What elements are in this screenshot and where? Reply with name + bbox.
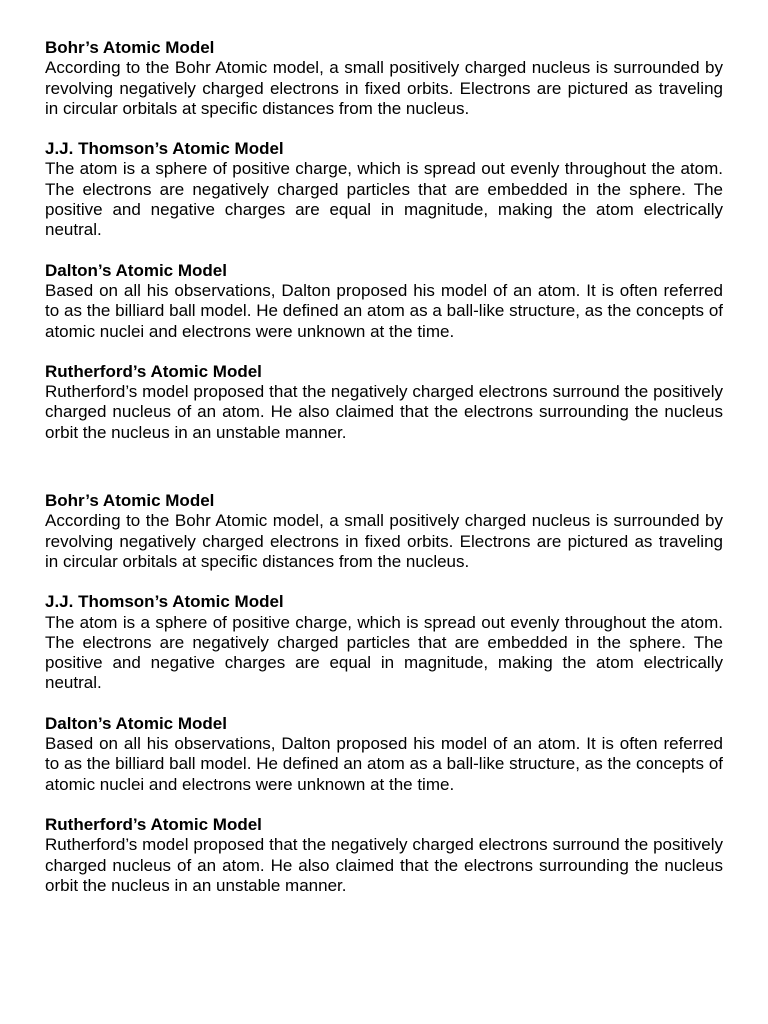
section-group-2 — [45, 491, 723, 896]
section-dalton — [45, 261, 723, 342]
section-paragraph: Rutherford’s model proposed that the negatively charged electrons surround the positively charged nucleus of an atom. He also claimed that the electrons surrounding the nucleus orbit the nucleus in an unstable manner. — [45, 382, 723, 442]
section-group-1 — [45, 38, 723, 443]
section-bohr — [45, 38, 723, 119]
section-heading: Dalton’s Atomic Model — [45, 713, 227, 733]
section-dalton — [45, 714, 723, 795]
section-heading: Bohr’s Atomic Model — [45, 38, 215, 57]
section-heading: J.J. Thomson’s Atomic Model — [45, 139, 284, 159]
section-heading: Rutherford’s Atomic Model — [45, 361, 262, 381]
section-heading: Rutherford’s Atomic Model — [45, 814, 262, 834]
section-heading: J.J. Thomson’s Atomic Model — [45, 592, 284, 612]
section-thomson — [45, 592, 723, 693]
section-paragraph: According to the Bohr Atomic model, a small positively charged nucleus is surrounded by revolving negatively charged electrons in fixed orbits. Electrons are pictured as traveling in circular orbitals at specific distances from the nucleus. — [45, 58, 723, 118]
section-paragraph: The atom is a sphere of positive charge, which is spread out evenly throughout the atom. The electrons are negatively charged particles that are embedded in the sphere. The positive and negative charges are equal in magnitude, making the atom electrically neutral. — [45, 159, 723, 240]
section-rutherford — [45, 815, 723, 896]
section-paragraph: Based on all his observations, Dalton proposed his model of an atom. It is often referred to as the billiard ball model. He defined an atom as a ball-like structure, as the concepts of atomic nuclei and electrons were unknown at the time. — [45, 280, 723, 341]
document-page — [45, 38, 723, 896]
section-paragraph: Based on all his observations, Dalton proposed his model of an atom. It is often referred to as the billiard ball model. He defined an atom as a ball-like structure, as the concepts of atomic nuclei and electrons were unknown at the time. — [45, 734, 723, 794]
section-thomson — [45, 139, 723, 240]
section-rutherford — [45, 362, 723, 443]
section-heading: Bohr’s Atomic Model — [45, 491, 215, 511]
section-paragraph: Rutherford’s model proposed that the negatively charged electrons surround the positively charged nucleus of an atom. He also claimed that the electrons surrounding the nucleus orbit the nucleus in an unstable manner. — [45, 835, 723, 895]
section-paragraph: The atom is a sphere of positive charge, which is spread out evenly throughout the atom. The electrons are negatively charged particles that are embedded in the sphere. The positive and negative charges are equal in magnitude, making the atom electrically neutral. — [45, 612, 723, 693]
section-heading: Dalton’s Atomic Model — [45, 260, 227, 280]
section-paragraph: According to the Bohr Atomic model, a small positively charged nucleus is surrounded by revolving negatively charged electrons in fixed orbits. Electrons are pictured as traveling in circular orbitals at specific distances from the nucleus. — [45, 511, 723, 571]
section-bohr — [45, 491, 723, 572]
